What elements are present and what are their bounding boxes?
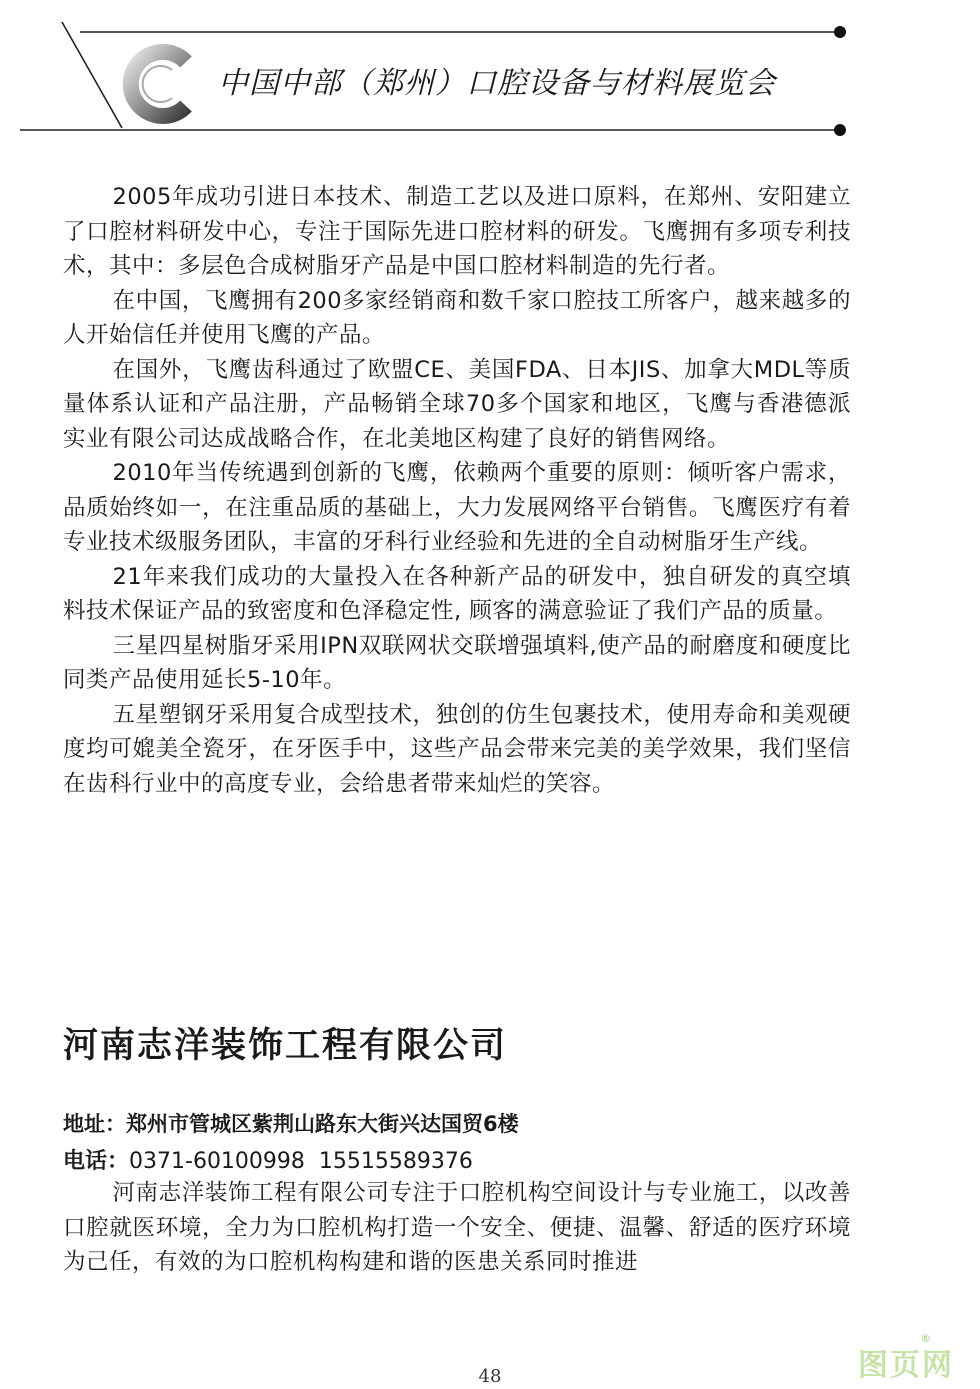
watermark [858, 1332, 954, 1384]
paragraph-7: 五星塑钢牙采用复合成型技术，独创的仿生包裹技术，使用寿命和美观硬度均可媲美全瓷牙，在牙医手中，这些产品会带来完美的美学效果，我们坚信在齿科行业中的高度专业，会给患者带来灿烂的笑容。 [63, 701, 851, 797]
registered-mark: ® [920, 1332, 933, 1345]
company-address [63, 1108, 519, 1138]
page-number: 48 [478, 1366, 502, 1387]
header-top-dot [834, 26, 846, 38]
company-phone [63, 1144, 473, 1175]
paragraph-3: 在国外，飞鹰齿科通过了欧盟CE、美国FDA、日本JIS、加拿大MDL等质量体系认证和产品注册，产品畅销全球70多个国家和地区，飞鹰与香港德派实业有限公司达成战略合作，在北美地区构建了良好的销售网络。 [63, 356, 851, 452]
header-title: 中国中部（郑州）口腔设备与材料展览会 [218, 66, 776, 101]
paragraph-5: 21年来我们成功的大量投入在各种新产品的研发中，独自研发的真空填料技术保证产品的致密度和色泽稳定性, 顾客的满意验证了我们产品的质量。 [63, 563, 851, 624]
article-body [63, 180, 851, 801]
header-bottom-dot [834, 124, 846, 136]
page-header [0, 0, 980, 150]
paragraph-2: 在中国，飞鹰拥有200多家经销商和数千家口腔技工所客户，越来越多的人开始信任并使用飞鹰的产品。 [63, 287, 851, 348]
phone-label: 电话： [63, 1149, 130, 1174]
paragraph-4: 2010年当传统遇到创新的飞鹰，依赖两个重要的原则：倾听客户需求，品质始终如一，在注重品质的基础上，大力发展网络平台销售。飞鹰医疗有着专业技术级服务团队，丰富的牙科行业经验和先进的全自动树脂牙生产线。 [63, 460, 851, 555]
paragraph-6: 三星四星树脂牙采用IPN双联网状交联增强填料,使产品的耐磨度和硬度比同类产品使用延长5-10年。 [63, 632, 851, 693]
address-value: 郑州市管城区紫荆山路东大街兴达国贸6楼 [126, 1112, 519, 1136]
company-description: 河南志洋装饰工程有限公司专注于口腔机构空间设计与专业施工，以改善口腔就医环境，全力为口腔机构打造一个安全、便捷、温馨、舒适的医疗环境为己任，有效的为口腔机构构建和谐的医患关系同时推进 [63, 1180, 851, 1275]
address-label: 地址： [63, 1112, 126, 1136]
company-description-block [63, 1176, 851, 1280]
watermark-text: 图页网 [858, 1348, 954, 1383]
logo-c-icon [131, 52, 186, 116]
company-name-heading: 河南志洋装饰工程有限公司 [63, 1026, 508, 1066]
paragraph-1: 2005年成功引进日本技术、制造工艺以及进口原料，在郑州、安阳建立了口腔材料研发中心，专注于国际先进口腔材料的研发。飞鹰拥有多项专利技术，其中：多层色合成树脂牙产品是中国口腔材料制造的先行者。 [63, 184, 851, 279]
phone-value: 0371-60100998 15515589376 [129, 1149, 473, 1174]
header-diagonal-line [62, 22, 122, 128]
